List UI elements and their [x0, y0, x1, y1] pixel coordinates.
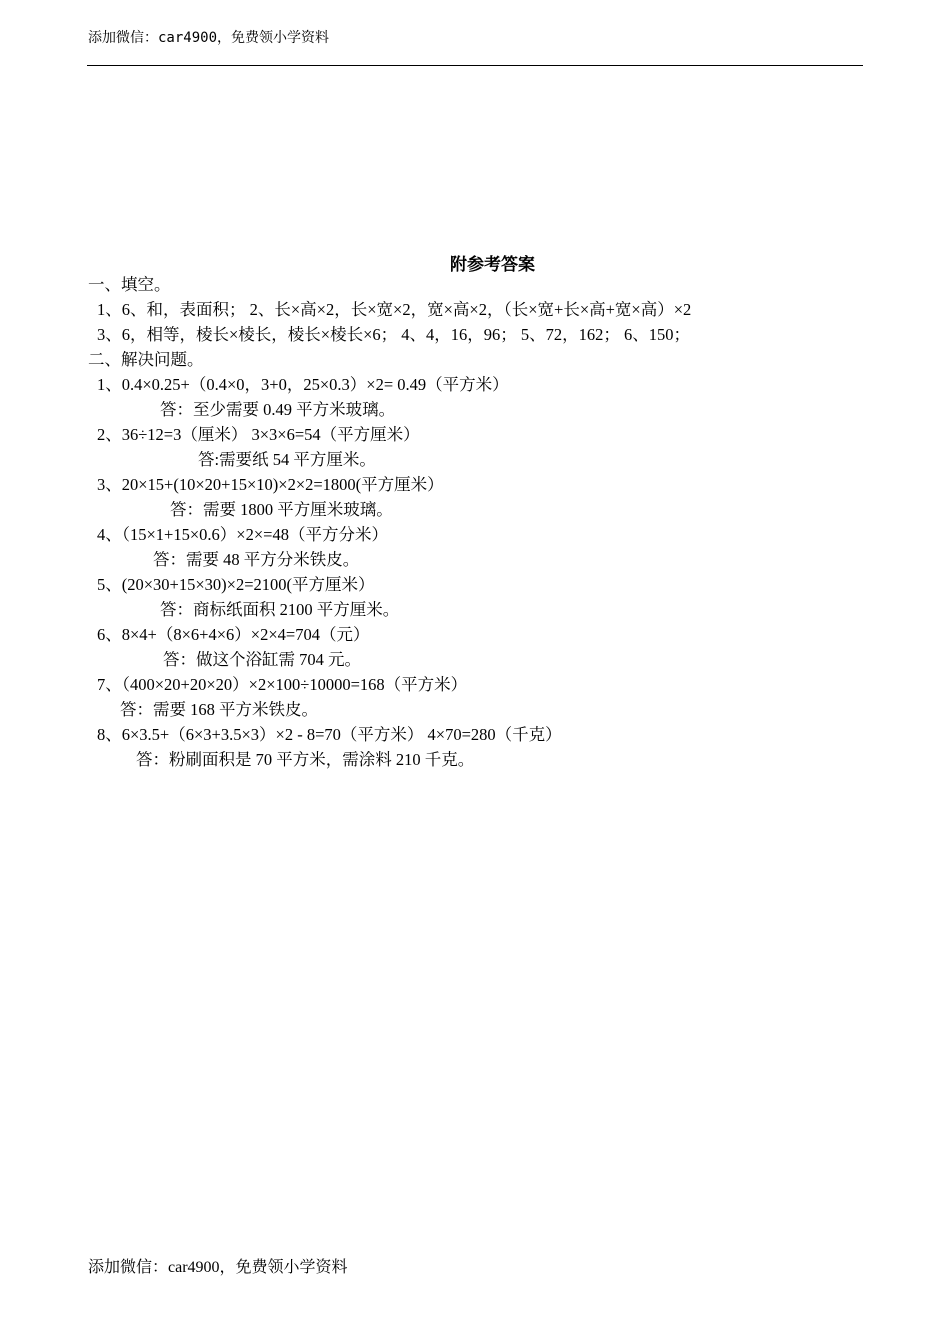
- problem-1-equation: 1、0.4×0.25+（0.4×0，3+0，25×0.3）×2= 0.49（平方米）: [97, 375, 509, 394]
- problem-8-equation: 8、6×3.5+（6×3+3.5×3）×2 - 8=70（平方米） 4×70=280（千克）: [97, 725, 562, 744]
- problem-2-answer: 答:需要纸 54 平方厘米。: [198, 450, 376, 469]
- problem-2-equation: 2、36÷12=3（厘米） 3×3×6=54（平方厘米）: [97, 425, 420, 444]
- problem-8-answer: 答：粉刷面积是 70 平方米，需涂料 210 千克。: [136, 750, 475, 769]
- problem-6-equation: 6、8×4+（8×6+4×6）×2×4=704（元）: [97, 625, 370, 644]
- problem-4-equation: 4、（15×1+15×0.6）×2×=48（平方分米）: [97, 525, 388, 544]
- problem-5-equation: 5、(20×30+15×30)×2=2100(平方厘米）: [97, 575, 375, 594]
- header-divider: [87, 65, 863, 66]
- problem-5-answer: 答：商标纸面积 2100 平方厘米。: [160, 600, 400, 619]
- header-watermark-text: 添加微信：car4900，免费领小学资料: [88, 30, 330, 46]
- section-1-line-2: 3、6，相等，棱长×棱长，棱长×棱长×6； 4、4，16，96； 5、72，162； 6、150；: [97, 325, 691, 344]
- problem-7-equation: 7、（400×20+20×20）×2×100÷10000=168（平方米）: [97, 675, 468, 694]
- problem-4-answer: 答：需要 48 平方分米铁皮。: [153, 550, 360, 569]
- section-1-heading: 一、填空。: [88, 275, 171, 294]
- problem-3-answer: 答：需要 1800 平方厘米玻璃。: [170, 500, 393, 519]
- problem-7-answer: 答：需要 168 平方米铁皮。: [120, 700, 318, 719]
- problem-6-answer: 答：做这个浴缸需 704 元。: [163, 650, 361, 669]
- section-2-heading: 二、解决问题。: [88, 350, 204, 369]
- problem-1-answer: 答：至少需要 0.49 平方米玻璃。: [160, 400, 396, 419]
- footer-watermark-text: 添加微信：car4900，免费领小学资料: [88, 1259, 348, 1276]
- problem-3-equation: 3、20×15+(10×20+15×10)×2×2=1800(平方厘米）: [97, 475, 444, 494]
- section-1-line-1: 1、6、和，表面积； 2、长×高×2，长×宽×2，宽×高×2，（长×宽+长×高+宽×高）×2: [97, 300, 692, 319]
- page-title: 附参考答案: [450, 255, 535, 274]
